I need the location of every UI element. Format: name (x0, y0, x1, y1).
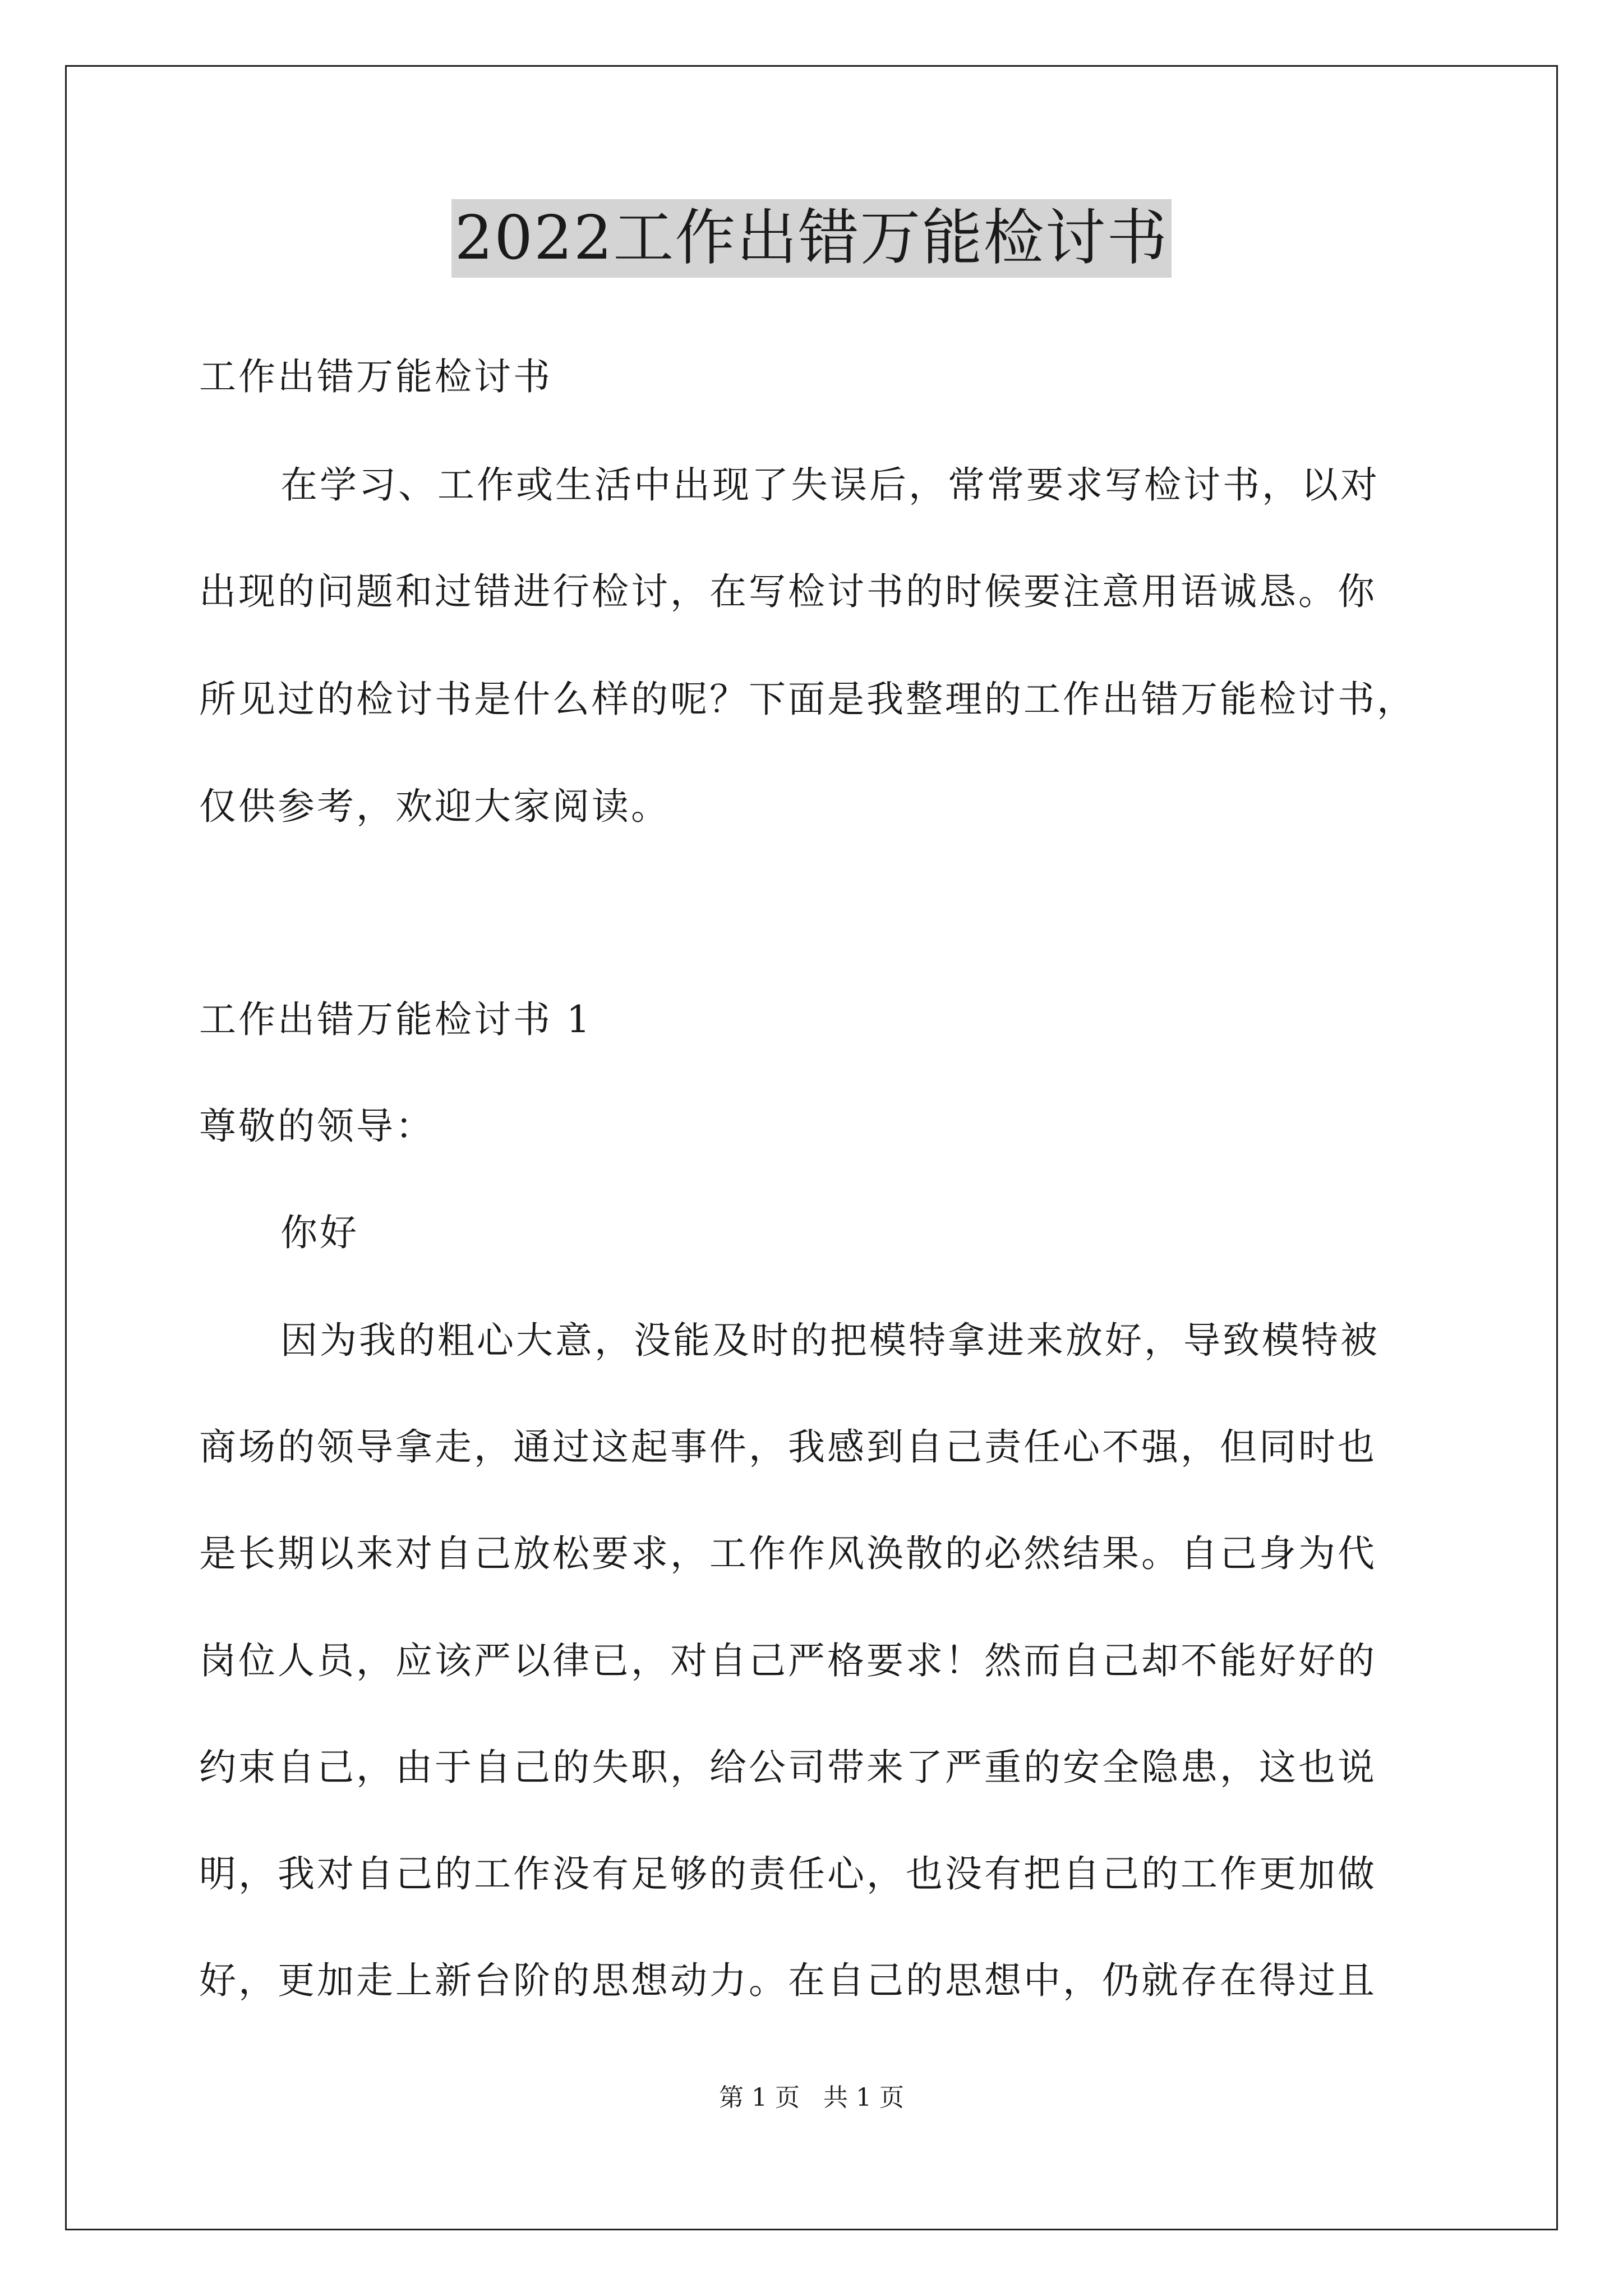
intro-line-3: 所见过的检讨书是什么样的呢？下面是我整理的工作出错万能检讨书， (199, 678, 1416, 721)
page-footer: 第 1 页 共 1 页 (719, 2083, 904, 2112)
body-line-4: 岗位人员，应该严以律已，对自己严格要求！然而自己却不能好好的 (199, 1639, 1377, 1682)
body-line-3: 是长期以来对自己放松要求，工作作风涣散的必然结果。自己身为代 (199, 1532, 1377, 1575)
intro-line-1: 在学习、工作或生活中出现了失误后，常常要求写检讨书，以对 (280, 463, 1380, 507)
body-line-7: 好，更加走上新台阶的思想动力。在自己的思想中，仍就存在得过且 (199, 1959, 1377, 2002)
subtitle-line: 工作出错万能检讨书 (199, 355, 552, 398)
section-heading: 工作出错万能检讨书 1 (199, 998, 592, 1041)
salutation: 尊敬的领导： (199, 1105, 435, 1148)
title-container (0, 199, 1623, 278)
intro-line-2: 出现的问题和过错进行检讨，在写检讨书的时候要注意用语诚恳。你 (199, 570, 1377, 613)
greeting: 你好 (280, 1211, 359, 1254)
body-line-1: 因为我的粗心大意，没能及时的把模特拿进来放好，导致模特被 (280, 1319, 1380, 1362)
body-line-5: 约束自己，由于自己的失职，给公司带来了严重的安全隐患，这也说 (199, 1746, 1377, 1789)
body-line-2: 商场的领导拿走，通过这起事件，我感到自己责任心不强，但同时也 (199, 1425, 1377, 1469)
body-line-6: 明，我对自己的工作没有足够的责任心，也没有把自己的工作更加做 (199, 1852, 1377, 1895)
intro-line-4: 仅供参考，欢迎大家阅读。 (199, 785, 670, 828)
document-title: 2022工作出错万能检讨书 (451, 199, 1172, 278)
